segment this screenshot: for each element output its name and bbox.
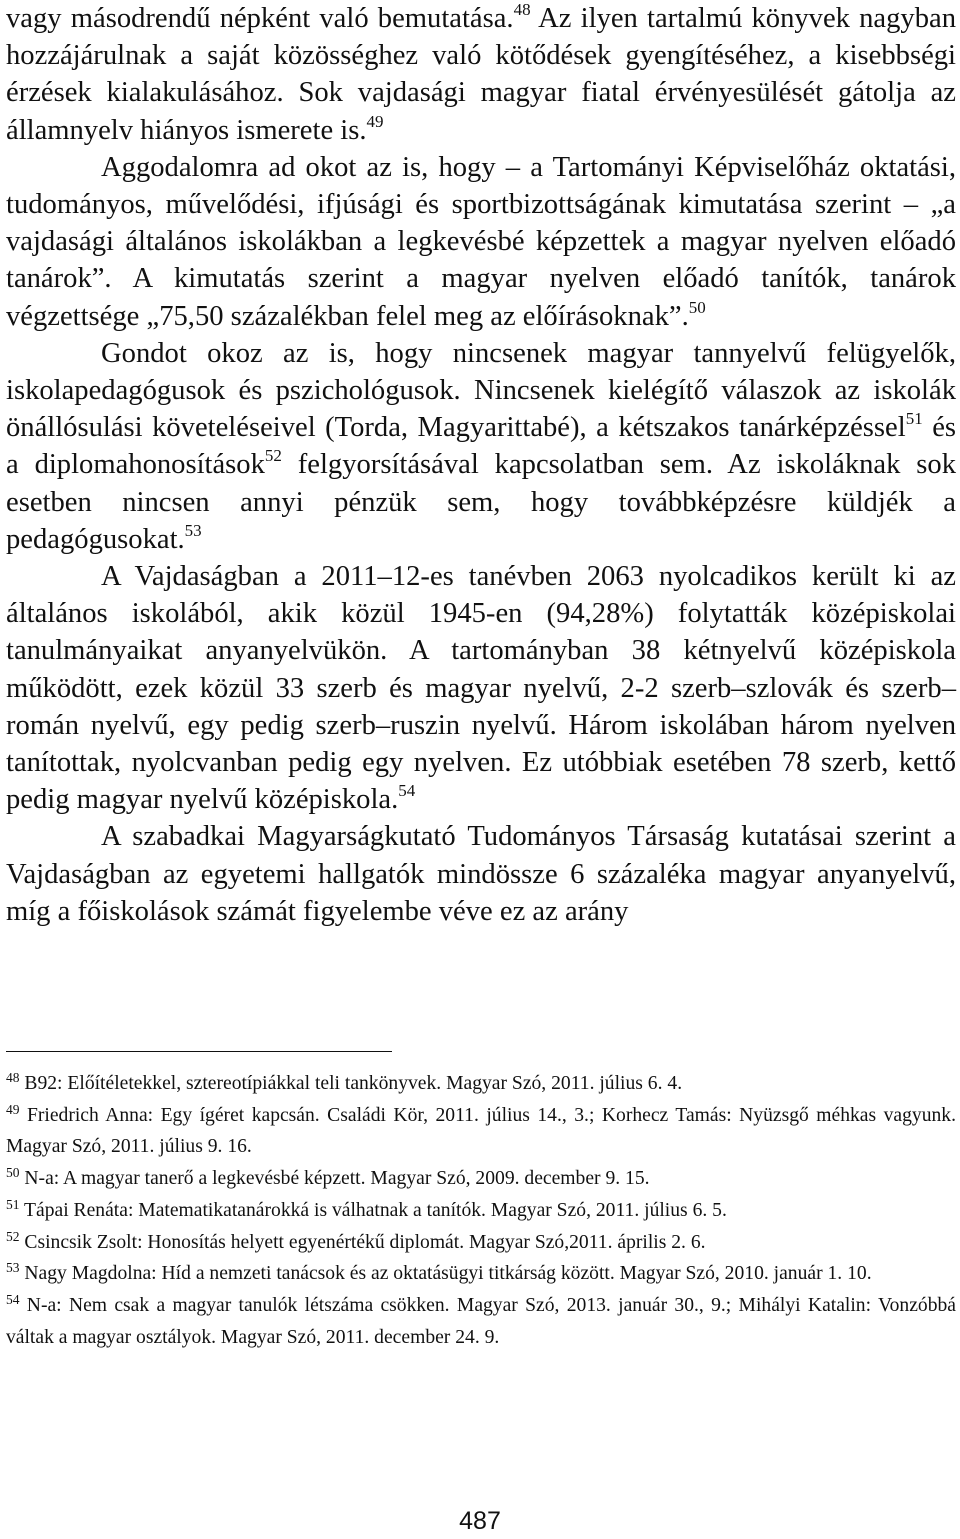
footnote-number: 50 bbox=[6, 1165, 20, 1181]
text-run: vagy másodrendű népként való bemutatása. bbox=[6, 3, 514, 34]
footnote-number: 52 bbox=[6, 1228, 20, 1244]
paragraph bbox=[6, 558, 956, 818]
footnote-text: N-a: A magyar tanerő a legkevésbé képzett. Magyar Szó, 2009. december 9. 15. bbox=[19, 1168, 650, 1190]
text-run: A szabadkai Magyarságkutató Tudományos Társaság kutatásai szerint a Vajdaságban az egyetemi hallgatók mindössze 6 százaléka magyar anyanyelvű, míg a főiskolások számát figyelembe véve ez az arány bbox=[6, 821, 956, 927]
paragraph bbox=[6, 149, 956, 335]
footnote-ref[interactable]: 50 bbox=[688, 297, 706, 317]
footnote bbox=[6, 1100, 956, 1163]
footnote-ref[interactable]: 51 bbox=[905, 409, 923, 429]
footnote-ref[interactable]: 54 bbox=[398, 781, 416, 801]
footnote-number: 48 bbox=[6, 1070, 20, 1085]
text-run: Az ilyen tartalmú könyvek nagyban hozzájárulnak a saját közösséghez való kötődések gyengítéséhez, a kisebbségi érzések kialakulásához. Sok vajdasági magyar fiatal érvényesülését gátolja az államnyelv hiányos ismerete is. bbox=[6, 3, 956, 146]
footnote-ref[interactable]: 49 bbox=[366, 111, 384, 131]
footnote-text: Tápai Renáta: Matematikatanárokká is válhatnak a tanítók. Magyar Szó, 2011. július 6. 5. bbox=[19, 1199, 727, 1221]
footnote bbox=[6, 1258, 956, 1290]
footnote bbox=[6, 1195, 956, 1227]
text-run: felgyorsításával kapcsolatban sem. Az iskoláknak sok esetben nincsen annyi pénzük sem, hogy továbbképzésre küldjék a pedagógusokat. bbox=[6, 449, 956, 555]
footnote-number: 54 bbox=[6, 1291, 20, 1307]
footnote-ref[interactable]: 48 bbox=[513, 0, 531, 19]
footnote-text: Csincsik Zsolt: Honosítás helyett egyenértékű diplomát. Magyar Szó,2011. április 2. 6. bbox=[19, 1231, 706, 1253]
footnote bbox=[6, 1163, 956, 1195]
footnote-number: 53 bbox=[6, 1260, 20, 1276]
paragraph bbox=[6, 335, 956, 558]
footnote bbox=[6, 1290, 956, 1353]
footnote-number: 51 bbox=[6, 1196, 20, 1212]
footnote-number: 49 bbox=[6, 1101, 20, 1117]
footnote-separator bbox=[6, 1051, 392, 1052]
footnote bbox=[6, 1068, 956, 1100]
text-run: Aggodalomra ad okot az is, hogy – a Tartományi Képviselőház oktatási, tudományos, művelődési, ifjúsági és sportbizottságának kimutatása szerint – „a vajdasági általános iskolákban a legkevésbé képzettek a magyar nyelven előadó tanárok”. A kimutatás szerint a magyar nyelven előadó tanítók, tanárok végzettsége „75,50 százalékban felel meg az előírásoknak”. bbox=[6, 151, 956, 332]
paragraph bbox=[6, 818, 956, 930]
text-run: Gondot okoz az is, hogy nincsenek magyar tannyelvű felügyelők, iskolapedagógusok és pszichológusok. Nincsenek kielégítő válaszok az iskolák önállósulási követeléseivel (Torda, Magyarittabé), a kétszakos tanárképzéssel bbox=[6, 337, 956, 444]
footnote-text: Friedrich Anna: Egy ígéret kapcsán. Családi Kör, 2011. július 14., 3.; Korhecz Tamás: Nyüzsgő méhkas vagyunk. Magyar Szó, 2011. július 9. 16. bbox=[6, 1104, 956, 1158]
footnote-text: Nagy Magdolna: Híd a nemzeti tanácsok és az oktatásügyi titkárság között. Magyar Szó, 2010. január 1. 10. bbox=[19, 1263, 872, 1285]
footnote-ref[interactable]: 52 bbox=[264, 446, 282, 466]
paragraph bbox=[6, 0, 956, 149]
footnote-text: N-a: Nem csak a magyar tanulók létszáma csökken. Magyar Szó, 2013. január 30., 9.; Mihályi Katalin: Vonzóbbá váltak a magyar osztályok. Magyar Szó, 2011. december 24. 9. bbox=[6, 1294, 956, 1348]
footnote-ref[interactable]: 53 bbox=[184, 520, 202, 540]
body-text bbox=[6, 0, 956, 930]
text-run: A Vajdaságban a 2011–12-es tanévben 2063 nyolcadikos került ki az általános iskolából, akik közül 1945-en (94,28%) folytatták középiskolai tanulmányaikat anyanyelvükön. A tartományban 38 kétnyelvű középiskola működött, ezek közül 33 szerb és magyar nyelvű, 2-2 szerb–szlovák és szerb–román nyelvű, egy pedig szerb–ruszin nyelvű. Három iskolában három nyelven tanítottak, nyolcvanban pedig egy nyelven. Ez utóbbiak esetében 78 szerb, kettő pedig magyar nyelvű középiskola. bbox=[6, 561, 956, 816]
footnote-text: B92: Előítéletekkel, sztereotípiákkal teli tankönyvek. Magyar Szó, 2011. július 6. 4. bbox=[19, 1073, 683, 1094]
text-run: és a diplomahonosítások bbox=[6, 412, 957, 481]
footnotes bbox=[6, 1068, 956, 1353]
footnote bbox=[6, 1227, 956, 1259]
page-number: 487 bbox=[459, 1507, 501, 1535]
